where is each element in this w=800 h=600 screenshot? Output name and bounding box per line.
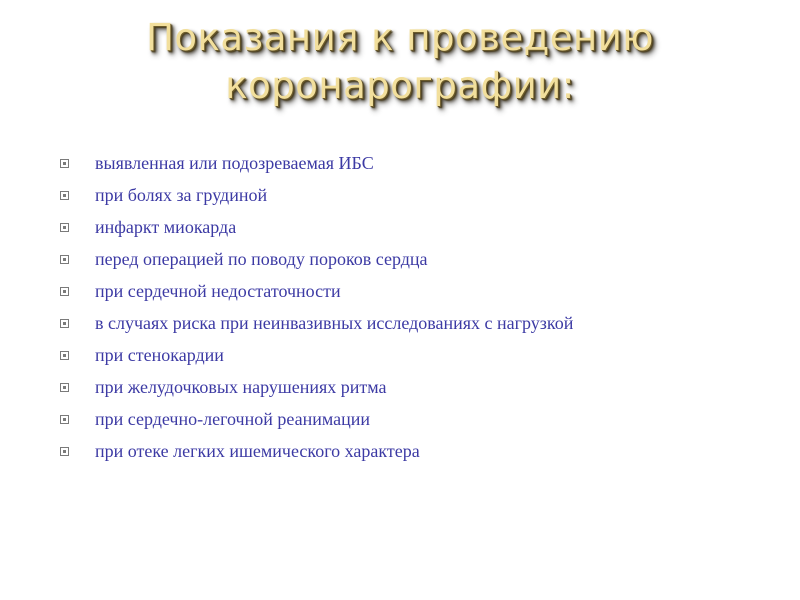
list-item xyxy=(60,403,573,435)
list-item xyxy=(60,275,573,307)
list-item xyxy=(60,243,573,275)
list-item xyxy=(60,339,573,371)
list-item-text: перед операцией по поводу пороков сердца xyxy=(95,248,428,269)
list-item xyxy=(60,211,573,243)
title-line-1: Показания к проведению xyxy=(146,16,654,59)
list-item-text: выявленная или подозреваемая ИБС xyxy=(95,152,374,173)
list-item xyxy=(60,179,573,211)
square-bullet-icon xyxy=(60,383,69,392)
square-bullet-icon xyxy=(60,287,69,296)
list-item xyxy=(60,147,573,179)
square-bullet-icon xyxy=(60,319,69,328)
list-item xyxy=(60,307,573,339)
slide-title xyxy=(0,14,800,110)
list-item xyxy=(60,435,573,467)
square-bullet-icon xyxy=(60,191,69,200)
list-item-text: в случаях риска при неинвазивных исследованиях с нагрузкой xyxy=(95,312,574,333)
list-item-text: при желудочковых нарушениях ритма xyxy=(95,376,387,397)
list-item-text: при сердечной недостаточности xyxy=(95,280,341,301)
square-bullet-icon xyxy=(60,351,69,360)
list-item-text: при стенокардии xyxy=(95,344,224,365)
title-line-2: коронарографии: xyxy=(225,64,575,107)
square-bullet-icon xyxy=(60,223,69,232)
square-bullet-icon xyxy=(60,159,69,168)
list-item-text: инфаркт миокарда xyxy=(95,216,237,237)
list-item xyxy=(60,371,573,403)
list-item-text: при отеке легких ишемического характера xyxy=(95,440,420,461)
square-bullet-icon xyxy=(60,447,69,456)
list-item-text: при болях за грудиной xyxy=(95,184,268,205)
indications-list xyxy=(60,147,573,467)
square-bullet-icon xyxy=(60,255,69,264)
list-item-text: при сердечно-легочной реанимации xyxy=(95,408,370,429)
square-bullet-icon xyxy=(60,415,69,424)
